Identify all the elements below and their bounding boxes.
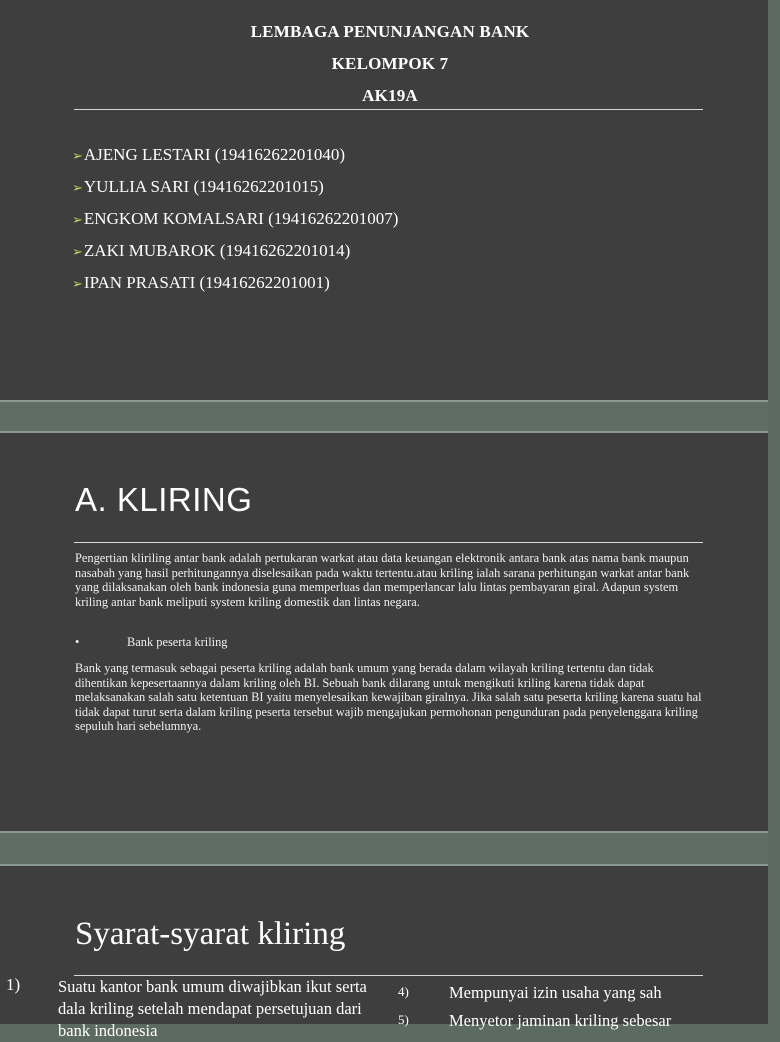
cover-title-line1: LEMBAGA PENUNJANGAN BANK xyxy=(250,22,530,41)
arrow-bullet-icon: ➢ xyxy=(72,180,83,195)
slide-heading: Syarat-syarat kliring xyxy=(75,916,346,952)
title-divider xyxy=(74,109,703,110)
member-item: ➢ZAKI MUBAROK (19416262201014) xyxy=(72,241,351,260)
member-item: ➢AJENG LESTARI (19416262201040) xyxy=(72,145,346,164)
cover-title-line2: KELOMPOK 7 xyxy=(331,54,449,73)
list-number: 5) xyxy=(398,1012,409,1027)
definition-paragraph: Pengertian kliriling antar bank adalah pertukaran warkat atau data keuangan elektronik antara bank atas nama bank maupun nasabah yang hasil perhitungannya diselesaikan pada waktu tertentu.atau kriling ialah sarana perhitungan warkat antar bank yang dilaksanakan oleh bank indonesia guna memperluas dan memperlancar lalu lintas pembayaran giral. Adapun system kriling antar bank meliputi system kriling domestik dan lintas negara. xyxy=(75,551,690,609)
cover-title-line3: AK19A xyxy=(362,86,418,105)
syarat-slide xyxy=(0,866,768,1040)
member-item: ➢IPAN PRASATI (19416262201001) xyxy=(72,273,330,292)
bullet-dot-icon: • xyxy=(75,635,80,649)
list-item-text: Mempunyai izin usaha yang sah xyxy=(449,983,662,1002)
kliring-slide xyxy=(0,433,768,831)
list-number: 1) xyxy=(6,975,21,994)
list-item-text: Suatu kantor bank umum diwajibkan ikut serta dala kriling setelah mendapat persetujuan dari bank indonesia xyxy=(58,977,367,1040)
slide-separator xyxy=(0,400,768,433)
slide-separator xyxy=(0,831,768,866)
member-item: ➢ENGKOM KOMALSARI (19416262201007) xyxy=(72,209,399,228)
list-item-text: Menyetor jaminan kriling sebesar xyxy=(449,1011,672,1030)
heading-divider xyxy=(74,542,703,543)
arrow-bullet-icon: ➢ xyxy=(72,212,83,227)
slide-heading: A. KLIRING xyxy=(75,481,253,518)
member-item: ➢YULLIA SARI (19416262201015) xyxy=(72,177,324,196)
arrow-bullet-icon: ➢ xyxy=(72,148,83,163)
list-number: 4) xyxy=(398,984,409,999)
peserta-paragraph: Bank yang termasuk sebagai peserta kriling adalah bank umum yang berada dalam wilayah kriling tertentu dan tidak dihentikan kepesertaannya dalam kriling oleh BI. Sebuah bank dilarang untuk mengikuti kriling karena tidak dapat melaksanakan salah satu ketentuan BI yaitu menyelesaikan kewajiban giralnya. Jika salah satu peserta kriling karena suatu hal tidak dapat turut serta dalam kriling peserta tersebut wajib mengajukan permohonan pengunduran pada penyelenggara kriling sepuluh hari sebelumnya. xyxy=(75,661,702,734)
bullet-item: • Bank peserta kriling xyxy=(75,635,228,649)
arrow-bullet-icon: ➢ xyxy=(72,276,83,291)
cover-slide xyxy=(0,0,768,400)
arrow-bullet-icon: ➢ xyxy=(72,244,83,259)
